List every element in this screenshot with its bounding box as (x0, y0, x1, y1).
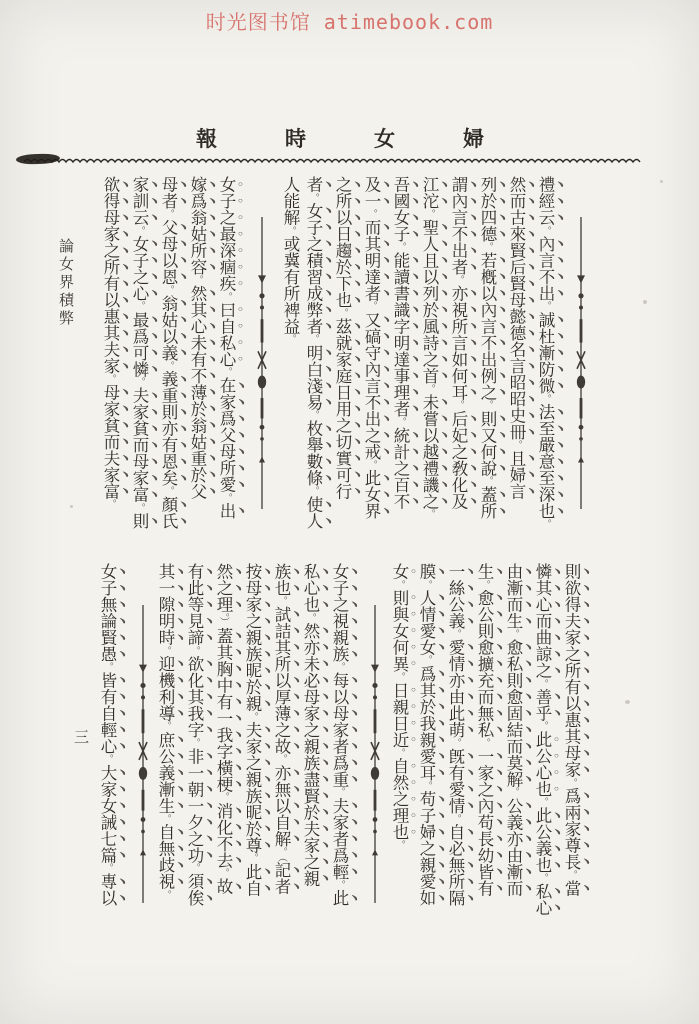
text-segment: 此公義也。私心 (533, 807, 552, 917)
punctuation: 。 (366, 209, 377, 219)
punctuation: 。 (450, 629, 461, 639)
punctuation: 。 (221, 367, 232, 378)
punctuation: 。 (160, 645, 171, 656)
header-char: 女 (374, 127, 395, 151)
watermark: 时光图书馆 atimebook.com (205, 10, 494, 34)
text-segment: 此公心也。 (533, 731, 552, 808)
text-segment: 女子之視親族。每以母家者爲重。夫家者爲輕。此 (330, 563, 349, 907)
text-column (331, 563, 360, 945)
text-segment: 私心也。然亦未必母家之親族盡賢於夫家之親 (301, 563, 320, 887)
text-segment: 嫁爲翁姑所容。然其心未有不薄於翁姑重於父 (188, 176, 207, 500)
punctuation: 。 (508, 629, 519, 639)
punctuation: 。 (189, 863, 200, 874)
punctuation: 。 (308, 334, 319, 345)
punctuation: 。 (421, 780, 432, 791)
punctuation: 。 (102, 863, 113, 874)
text-segment: 吾國女子。能讀書識字明達事理者。統計之百不 (391, 176, 410, 510)
punctuation: 。 (337, 308, 348, 318)
ornament-divider (566, 176, 595, 550)
punctuation: 。 (395, 242, 406, 252)
punctuation: 。 (334, 787, 345, 798)
punctuation: 。 (308, 486, 319, 497)
punctuation: 。 (189, 737, 200, 748)
punctuation: 。 (334, 879, 345, 890)
text-segment: 族也。試詰其所以厚薄之故。亦無以自解。（記者 (272, 563, 291, 895)
punctuation: 。 (218, 792, 229, 803)
punctuation: 。 (134, 225, 145, 236)
punctuation: 。 (537, 873, 548, 884)
punctuation: 。 (102, 754, 113, 765)
punctuation: 。 (479, 579, 490, 590)
text-column (563, 563, 592, 945)
punctuation: 。 (134, 502, 145, 513)
text-column (537, 176, 566, 550)
text-segment: 者。女子之積習成弊者。明白淺易。枚舉數條。使人 (304, 176, 323, 530)
punctuation: 。 (221, 492, 232, 503)
text-segment: 母者。父母以恩。翁姑以義。義重則亦有恩矣。顏氏 (159, 176, 178, 530)
punctuation: 。 (163, 209, 174, 219)
text-column (99, 563, 128, 945)
ornament-rule-icon (254, 217, 270, 509)
punctuation: 。 (160, 721, 171, 732)
text-segment: 謂內言不出者。亦視所言如何耳。后妃之敎化及 (449, 176, 468, 510)
punctuation: 。 (218, 868, 229, 879)
punctuation: 。 (421, 579, 432, 590)
punctuation: 。 (537, 721, 548, 732)
punctuation: 。 (102, 662, 113, 672)
punctuation: （ (276, 856, 287, 862)
header-title (196, 123, 484, 153)
punctuation: 。 (482, 476, 493, 487)
header-char: 報 (196, 127, 217, 151)
punctuation: 。 (105, 499, 116, 510)
punctuation: 。 (394, 747, 405, 758)
text-segment: 欲得母家之所有以惠其夫家。母家貧而夫家富。 (101, 176, 120, 510)
punctuation: 。 (540, 393, 551, 404)
ornament-rule-icon (135, 605, 151, 903)
text-segment: 及一。而其明達者。又碻守內言不出之戒。此女界 (362, 176, 381, 520)
punctuation: 。 (366, 459, 377, 470)
text-segment: 在家爲父母所愛。出 (217, 377, 236, 520)
punctuation: 。 (424, 209, 435, 219)
punctuation: 。 (424, 383, 435, 394)
text-segment: 其一隙明時。迎機利導。庶公義漸生。自無歧視。 (156, 563, 175, 900)
text-segment: 則欲得夫家之所有以惠其母家。爲兩家尊長。當 (562, 563, 581, 897)
text-segment: 女。則與女何異。日親日近。自然之理也。 (390, 563, 409, 851)
punctuation: 。 (276, 846, 287, 857)
punctuation: 。 (160, 889, 171, 900)
punctuation: 。 (394, 671, 405, 682)
punctuation: 。 (160, 813, 171, 824)
punctuation: 。 (366, 301, 377, 312)
punctuation: 。 (285, 225, 296, 236)
punctuation: 。 (163, 486, 174, 497)
punctuation: 。 (540, 519, 551, 530)
punctuation: 。 (482, 242, 493, 252)
punctuation: 。 (537, 678, 548, 689)
text-column (218, 176, 247, 550)
ornament-rule-icon (573, 217, 589, 509)
punctuation: 。 (134, 377, 145, 388)
punctuation: 。 (394, 840, 405, 851)
punctuation: 。 (189, 645, 200, 656)
punctuation: 。 (450, 813, 461, 824)
header-char: 婦 (463, 127, 484, 151)
wavy-rule-icon (22, 153, 642, 167)
ornament-divider (247, 176, 276, 550)
punctuation: 。 (540, 225, 551, 236)
punctuation: 。 (424, 509, 435, 520)
text-segment: 禮經云。內言不出。誠杜漸防微。法至嚴意至深也。 (536, 176, 555, 530)
punctuation: 。 (508, 787, 519, 798)
punctuation: 。 (421, 655, 432, 666)
punctuation: 。 (308, 192, 319, 203)
punctuation: 。 (276, 754, 287, 765)
punctuation: ） (218, 617, 229, 628)
text-segment: 由漸而生。愈私則愈固結而莫解。公義亦由漸而 (504, 563, 523, 897)
punctuation: 。 (334, 662, 345, 672)
punctuation: 。 (305, 612, 316, 623)
punctuation: 。 (105, 374, 116, 384)
punctuation: 。 (163, 360, 174, 371)
text-segment: 按母家之親族昵於親。夫家之親族昵於尊。此自 (243, 563, 262, 897)
punctuation: 。 (134, 301, 145, 312)
scan-speck (625, 700, 630, 704)
punctuation: 。 (285, 334, 296, 345)
punctuation: 。 (218, 612, 229, 618)
text-segment: 一絲公義。愛情亦由此萌。旣有愛情。自必無所隔 (446, 563, 465, 907)
punctuation: 。 (163, 284, 174, 295)
scan-speck (660, 180, 663, 183)
punctuation: 。 (540, 301, 551, 312)
bottom-text-block (99, 563, 592, 945)
text-segment: 膜。人情愛女。爲其於我親愛耳。苟子婦之親愛如 (417, 563, 436, 907)
text-segment: 生。愈公則愈擴充而無私。一家之內苟長幼皆有 (475, 563, 494, 897)
page-number: 三 (74, 730, 90, 746)
punctuation: 。 (453, 275, 464, 285)
punctuation: 。 (482, 400, 493, 411)
punctuation: 。 (450, 737, 461, 748)
punctuation: 。 (479, 737, 490, 748)
punctuation: 。 (247, 711, 258, 722)
top-text-block (102, 176, 595, 550)
punctuation: 。 (276, 596, 287, 606)
scan-speck (70, 505, 73, 508)
text-segment: 江沱。聖人且以列於風詩之首。未嘗以越禮譏之。 (420, 176, 439, 520)
margin-label: 論女界積弊 (57, 238, 73, 328)
text-segment: 之所以日趨於下也。茲就家庭日用之切實可行 (333, 176, 352, 500)
text-segment: 女子無論賢愚。皆有自輕心。大家女誡七篇。專以 (98, 563, 117, 907)
punctuation: 。 (453, 400, 464, 411)
punctuation: 。 (394, 579, 405, 590)
text-segment: 人能解。或冀有所裨益。 (281, 176, 300, 345)
punctuation: 。 (247, 853, 258, 864)
header-char: 時 (285, 127, 306, 151)
punctuation: 。 (308, 410, 319, 421)
punctuation: 。 (566, 869, 577, 880)
text-segment: 家訓云。女子之心。最爲可憐。夫家貧而母家富。則 (130, 176, 149, 530)
punctuation: 。 (221, 291, 232, 302)
text-segment: 然之理。）蓋其胸中有一我字橫梗。消化不去。故 (214, 563, 233, 895)
text-segment: 然而古來賢后賢母懿德名言昭昭史冊。且婦言 (507, 176, 526, 500)
text-segment: 列於四德。若槪以內言不出例之。則又何說。蓋所 (478, 176, 497, 520)
scan-speck (643, 300, 647, 304)
punctuation: 。 (511, 440, 522, 450)
punctuation: 。 (192, 275, 203, 285)
punctuation: 。 (537, 797, 548, 808)
ornament-rule-icon (367, 605, 383, 903)
text-segment: 女子之最深痼疾。曰自私心。 (217, 176, 236, 378)
text-segment: 憐其心而曲諒之。善乎。 (533, 563, 552, 732)
text-segment: 有此等見諦。欲化其我字。非一朝一夕之功。須俟 (185, 563, 204, 907)
punctuation: 。 (566, 777, 577, 788)
punctuation: 。 (395, 416, 406, 427)
